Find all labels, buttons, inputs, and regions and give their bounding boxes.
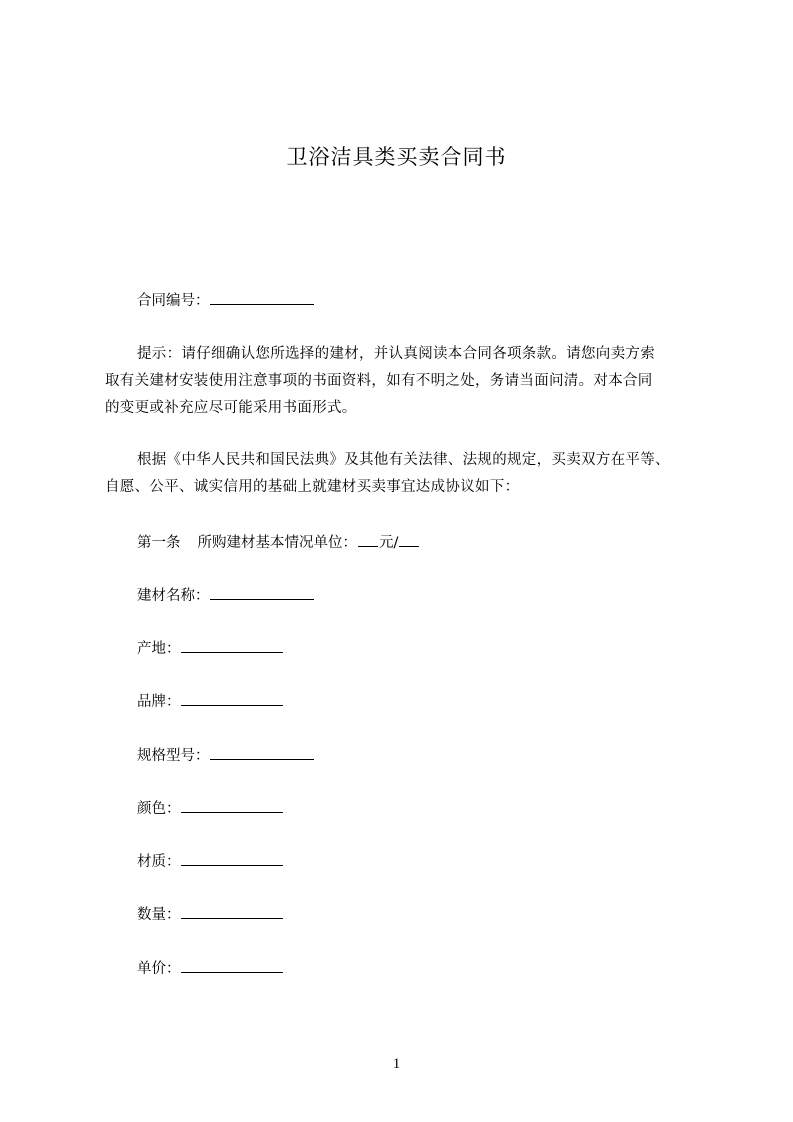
origin-blank (181, 638, 283, 653)
preamble-paragraph (105, 447, 709, 501)
unit-price-blank (358, 532, 378, 547)
quantity-blank (181, 904, 283, 919)
material-field (137, 851, 283, 872)
material-name-label: 建材名称： (137, 588, 210, 604)
material-blank (181, 851, 283, 866)
contract-number-label: 合同编号： (137, 293, 210, 309)
origin-label: 产地： (137, 641, 181, 657)
color-field (137, 798, 283, 819)
unit-measure-blank (399, 532, 419, 547)
contract-number-field (137, 290, 314, 311)
brand-blank (181, 691, 283, 706)
article-1 (137, 532, 420, 553)
unit-price-label: 单价： (137, 961, 181, 977)
document-title: 卫浴洁具类买卖合同书 (286, 145, 507, 169)
notice-line-2: 取有关建材安装使用注意事项的书面资料，如有不明之处，务请当面问清。对本合同 (105, 373, 653, 389)
quantity-field (137, 904, 283, 925)
unit-separator: / (393, 535, 399, 551)
model-label: 规格型号： (137, 748, 210, 764)
notice-line-1: 提示：请仔细确认您所选择的建材，并认真阅读本合同各项条款。请您向卖方索 (137, 346, 655, 362)
material-label: 材质： (137, 854, 181, 870)
article-1-text: 所购建材基本情况单位： (197, 535, 357, 551)
unit-price-field (137, 958, 283, 979)
quantity-label: 数量： (137, 907, 181, 923)
origin-field (137, 638, 283, 659)
model-blank (210, 745, 314, 760)
notice-paragraph (105, 341, 709, 422)
brand-field (137, 691, 283, 712)
preamble-line-1: 根据《中华人民共和国民法典》及其他有关法律、法规的规定，买卖双方在平等、 (137, 452, 670, 468)
brand-label: 品牌： (137, 694, 181, 710)
article-1-heading: 第一条 (137, 535, 181, 551)
unit-currency: 元 (379, 535, 394, 551)
model-field (137, 745, 314, 766)
material-name-blank (210, 585, 314, 600)
notice-line-3: 的变更或补充应尽可能采用书面形式。 (105, 400, 357, 416)
contract-number-blank (210, 290, 314, 305)
color-blank (181, 798, 283, 813)
unit-price-field-blank (181, 958, 283, 973)
material-name-field (137, 585, 314, 606)
preamble-line-2: 自愿、公平、诚实信用的基础上就建材买卖事宜达成协议如下： (105, 479, 520, 495)
color-label: 颜色： (137, 801, 181, 817)
page-number: 1 (392, 1056, 401, 1072)
